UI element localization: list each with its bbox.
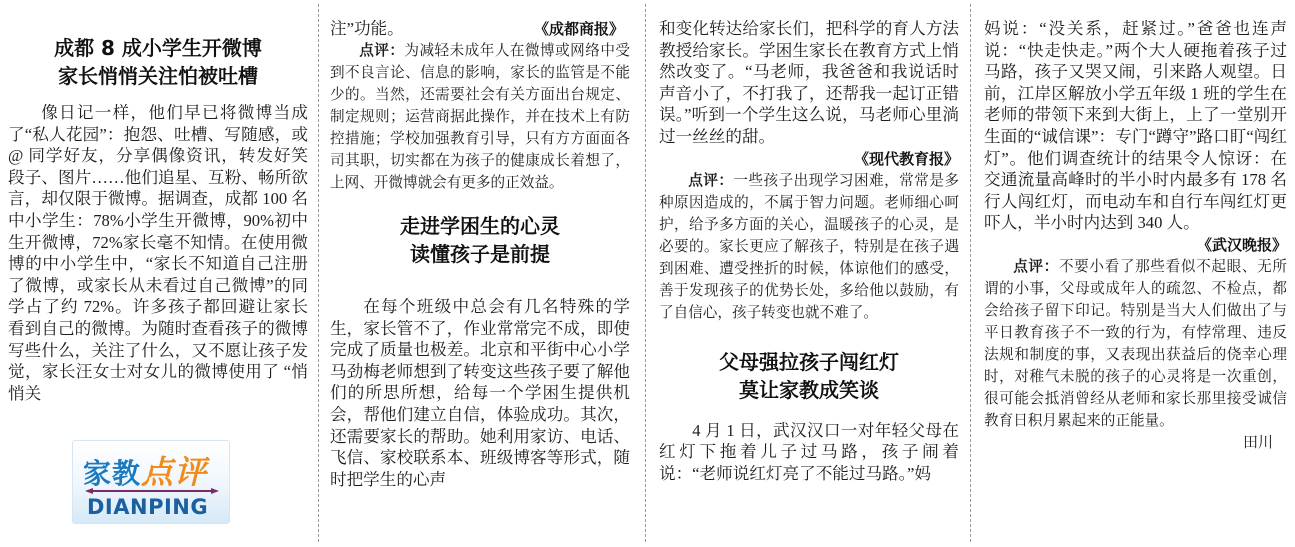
article-hongdeng-body-continued: 妈说：“没关系，赶紧过。”爸爸也连声说：“快走快走。”两个大人硬拖着孩子过马路，孩子又哭又闹，引来路人观望。日前，江岸区解放小学五年级 1 班的学生在老师的带领下来到大街上，上了一堂别开生面的“诚信课”：专门“蹲守”路口盯“闯红灯”。他们调查统计的结果令人惊讶：在交通流量高峰时的半小时内最多有 178 名行人闯红灯，而电动车和自行车闯红灯更吓人，半小时内达到 340 人。 bbox=[984, 19, 1287, 233]
author-name: 田川 bbox=[1242, 434, 1273, 451]
column-divider bbox=[970, 4, 971, 542]
comment-text: 为减轻未成年人在微博或网络中受到不良言论、信息的影响，家长的监管是不能少的。当然，还需要社会有关方面出台规定、制定规则；运营商据此操作，并在技术上有防控措施；学校加强教育引导，只有方方面面各司其职，切实都在为孩子的健康成长着想了，上网、开微博就会有更多的正效益。 bbox=[330, 42, 630, 191]
comment-hongdeng bbox=[984, 256, 1287, 432]
article-chengdu-body-continued: 注”功能。 bbox=[330, 19, 404, 38]
article-chengdu-body: 像日记一样，他们早已将微博当成了“私人花园”：抱怨、吐槽、写随感，或 @ 同学好友，分享偶像资讯，转发好笑段子、图片……他们追星、互粉、畅所欲言，却仅限于微博。据调查，成都 100 名中小学生：78%小学生开微博，90%初中生开微博，72%家长毫不知情。在使用微博的中小学生中，“家长不知道自己注册了微博，或家长从未看过自己微博”的同学占了约 72%。许多孩子都回避让家长看到自己的微博。为随时查看孩子的微博写些什么，关注了什么，又不愿让孩子发觉，家长汪女士对女儿的微博使用了 “悄悄关 bbox=[8, 103, 308, 403]
article-xuekunsheng-body: 在每个班级中总会有几名特殊的学生，家长管不了，作业常常完不成，即使完成了质量也极差。北京和平街中心小学马劲梅老师想到了转变这些孩子要了解他们的所思所想，给每一个学困生提供机会，帮他们建立自信，体验成功。其次，还需要家长的帮助。她利用家访、电话、飞信、家校联系本、班级博客等形式，随时把学生的心声 bbox=[330, 297, 630, 489]
article-xuekunsheng-body-continued: 和变化转达给家长们，把科学的育人方法教授给家长。学困生家长在教育方式上悄然改变了。“马老师，我爸爸和我说话时声音小了，不打我了，还帮我一起订正错误。”听到一个学生这么说，马老师心里淌过一丝丝的甜。 bbox=[659, 19, 959, 146]
comment-label: 点评： bbox=[1013, 257, 1059, 275]
logo-pinyin-text: DIANPING bbox=[87, 495, 209, 519]
headline-hongdeng-line2: 莫让家教成笑谈 bbox=[739, 377, 879, 402]
comment-xuekunsheng bbox=[659, 170, 959, 324]
headline-hongdeng-line1: 父母强拉孩子闯红灯 bbox=[719, 349, 899, 374]
headline-xuekunsheng-line1: 走进学困生的心灵 bbox=[400, 214, 560, 238]
logo-chinese-text: 家教点评 bbox=[83, 453, 208, 491]
comment-text: 一些孩子出现学习困难，常常是多种原因造成的，不属于智力问题。老师细心呵护，给予多方面的关心，温暖孩子的心灵，是必要的。家长更应了解孩子，特别是在孩子遇到困难、遭受挫折的时候，体谅他们的感受，善于发现孩子的优势长处，多给他以鼓励，有了自信心，孩子转变也就不难了。 bbox=[659, 171, 959, 321]
headline-xuekunsheng-line2: 读懂孩子是前提 bbox=[410, 242, 550, 266]
comment-text: 不要小看了那些看似不起眼、无所谓的小事，父母或成年人的疏忽、不检点，都会给孩子留下印记。特别是当大人们做出了与平日教育孩子不一致的行为，有悖常理、违反法规和制度的事，又表现出获益后的侥幸心理时，对稚气未脱的孩子的心灵将是一次重创，很可能会抵消曾经从老师和家长那里接受诚信教育日积月累起来的正能量。 bbox=[984, 257, 1287, 429]
column-4 bbox=[984, 6, 1287, 543]
jiajiao-dianping-logo bbox=[72, 440, 230, 524]
source-chengdu-shangbao: 《成都商报》 bbox=[533, 20, 624, 38]
column-3 bbox=[659, 6, 959, 543]
column-divider bbox=[645, 4, 646, 542]
comment-chengdu bbox=[330, 40, 630, 194]
article-hongdeng-body: 4 月 1 日，武汉汉口一对年轻父母在红灯下拖着儿子过马路，孩子闹着说：“老师说红灯亮了不能过马路。”妈 bbox=[659, 420, 959, 483]
headline-chengdu-line2: 家长悄悄关注怕被吐槽 bbox=[58, 64, 258, 88]
column-divider bbox=[318, 4, 319, 542]
column-2 bbox=[330, 6, 630, 543]
comment-label: 点评： bbox=[688, 171, 734, 189]
source-wuhan-wanbao: 《武汉晚报》 bbox=[1196, 235, 1287, 254]
comment-label: 点评： bbox=[359, 42, 405, 59]
double-arrow-icon bbox=[85, 488, 219, 494]
headline-chengdu-line1: 成都 8 成小学生开微博 bbox=[54, 36, 262, 60]
source-xiandai-jiaoyubao: 《现代教育报》 bbox=[853, 149, 959, 168]
